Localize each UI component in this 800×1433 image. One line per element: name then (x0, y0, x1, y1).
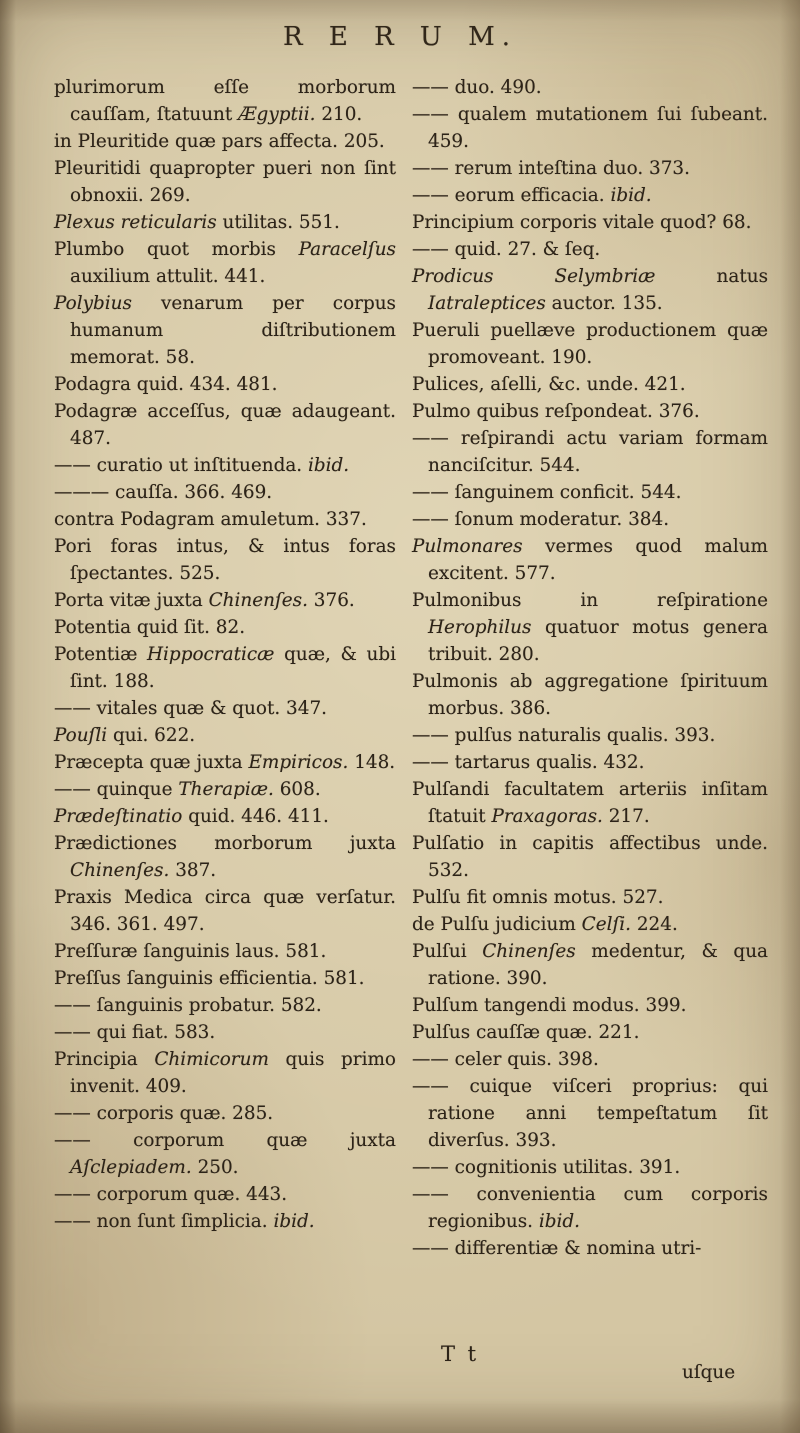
index-entry: —— differentiæ & nomina utri- (412, 1238, 702, 1259)
index-entry: Praxis Medica circa quæ verſatur. 346. 361. 497. (54, 887, 396, 935)
index-entry: Potentiæ Hippocraticæ quæ, & ubi ſint. 188. (54, 644, 396, 692)
index-column-right (412, 74, 768, 1262)
index-entry: Principia Chimicorum quis primo invenit. 409. (54, 1049, 396, 1097)
index-columns (54, 74, 768, 1262)
index-entry: Podagra quid. 434. 481. (54, 374, 278, 395)
index-entry: Pulſui Chinenſes medentur, & qua ratione. 390. (412, 941, 768, 989)
index-entry: Pulmonares vermes quod malum excitent. 577. (412, 536, 768, 584)
index-entry: —— quid. 27. & ſeq. (412, 239, 601, 260)
index-entry: Polybius venarum per corpus humanum diſtributionem memorat. 58. (54, 293, 396, 368)
index-entry: —— corporum quæ. 443. (54, 1184, 288, 1205)
index-entry: Pouſli qui. 622. (54, 725, 196, 746)
index-entry: Pulſatio in capitis affectibus unde. 532. (412, 833, 768, 881)
index-entry: Pulmo quibus reſpondeat. 376. (412, 401, 700, 422)
index-entry: —— qui fiat. 583. (54, 1022, 216, 1043)
index-entry: Pulices, aſelli, &c. unde. 421. (412, 374, 686, 395)
index-entry: —— non ſunt ſimplicia. ibid. (54, 1211, 315, 1232)
index-entry: Pulmonis ab aggregatione ſpirituum morbus. 386. (412, 671, 768, 719)
index-entry: —— corporis quæ. 285. (54, 1103, 274, 1124)
index-entry: —— vitales quæ & quot. 347. (54, 698, 327, 719)
index-entry: plurimorum eſſe morborum cauſſam, ſtatuunt Ægyptii. 210. (54, 77, 396, 125)
index-entry: in Pleuritide quæ pars affecta. 205. (54, 131, 385, 152)
page-header: R E R U M. (283, 22, 517, 52)
index-entry: Pleuritidi quapropter pueri non ſint obnoxii. 269. (54, 158, 396, 206)
index-entry: —— pulſus naturalis qualis. 393. (412, 725, 716, 746)
index-entry: Pulſu fit omnis motus. 527. (412, 887, 664, 908)
index-entry: ——— cauſſa. 366. 469. (54, 482, 273, 503)
index-entry: —— reſpirandi actu variam formam nanciſcitur. 544. (412, 428, 768, 476)
index-entry: —— duo. 490. (412, 77, 542, 98)
index-entry: Pori foras intus, & intus foras ſpectantes. 525. (54, 536, 396, 584)
index-entry: Prædeſtinatio quid. 446. 411. (54, 806, 329, 827)
index-entry: Prodicus Selymbriæ natus Iatraleptices auctor. 135. (412, 266, 769, 314)
index-entry: —— tartarus qualis. 432. (412, 752, 645, 773)
index-entry: —— qualem mutationem ſui ſubeant. 459. (412, 104, 768, 152)
index-entry: Pulſandi facultatem arteriis inſitam ſtatuit Praxagoras. 217. (412, 779, 768, 827)
signature-mark: T t (441, 1342, 480, 1366)
index-entry: —— curatio ut inſtituenda. ibid. (54, 455, 350, 476)
index-column-left (54, 74, 396, 1262)
index-entry: Pulmonibus in reſpiratione Herophilus quatuor motus genera tribuit. 280. (412, 590, 768, 665)
index-entry: Præcepta quæ juxta Empiricos. 148. (54, 752, 396, 773)
index-entry: Pueruli puellæve productionem quæ promoveant. 190. (412, 320, 768, 368)
index-entry: —— ſanguinis probatur. 582. (54, 995, 322, 1016)
index-entry: de Pulſu judicium Celſi. 224. (412, 914, 678, 935)
catchword: uſque (682, 1362, 736, 1383)
index-entry: —— convenientia cum corporis regionibus. ibid. (412, 1184, 768, 1232)
index-entry: —— cuique viſceri proprius: qui ratione anni tempeſtatum ſit diverſus. 393. (412, 1076, 768, 1151)
index-entry: Principium corporis vitale quod? 68. (412, 212, 752, 233)
index-entry: Prædictiones morborum juxta Chinenſes. 387. (54, 833, 396, 881)
index-entry: Pulſus cauſſæ quæ. 221. (412, 1022, 640, 1043)
index-entry: —— ſonum moderatur. 384. (412, 509, 670, 530)
index-entry: —— rerum inteſtina duo. 373. (412, 158, 690, 179)
index-entry: Preſſuræ ſanguinis laus. 581. (54, 941, 327, 962)
index-entry: Podagræ acceſſus, quæ adaugeant. 487. (54, 401, 396, 449)
index-entry: Plumbo quot morbis Paracelſus auxilium attulit. 441. (54, 239, 396, 287)
index-entry: —— cognitionis utilitas. 391. (412, 1157, 681, 1178)
index-entry: contra Podagram amuletum. 337. (54, 509, 367, 530)
index-entry: —— celer quis. 398. (412, 1049, 599, 1070)
index-entry: Preſſus ſanguinis efficientia. 581. (54, 968, 365, 989)
index-entry: —— corporum quæ juxta Aſclepiadem. 250. (54, 1130, 396, 1178)
index-entry: —— quinque Therapiæ. 608. (54, 779, 321, 800)
index-entry: Plexus reticularis utilitas. 551. (54, 212, 340, 233)
index-entry: Porta vitæ juxta Chinenſes. 376. (54, 590, 355, 611)
index-entry: —— ſanguinem conficit. 544. (412, 482, 682, 503)
index-entry: Pulſum tangendi modus. 399. (412, 995, 687, 1016)
index-entry: —— eorum efficacia. ibid. (412, 185, 652, 206)
index-entry: Potentia quid ſit. 82. (54, 617, 246, 638)
